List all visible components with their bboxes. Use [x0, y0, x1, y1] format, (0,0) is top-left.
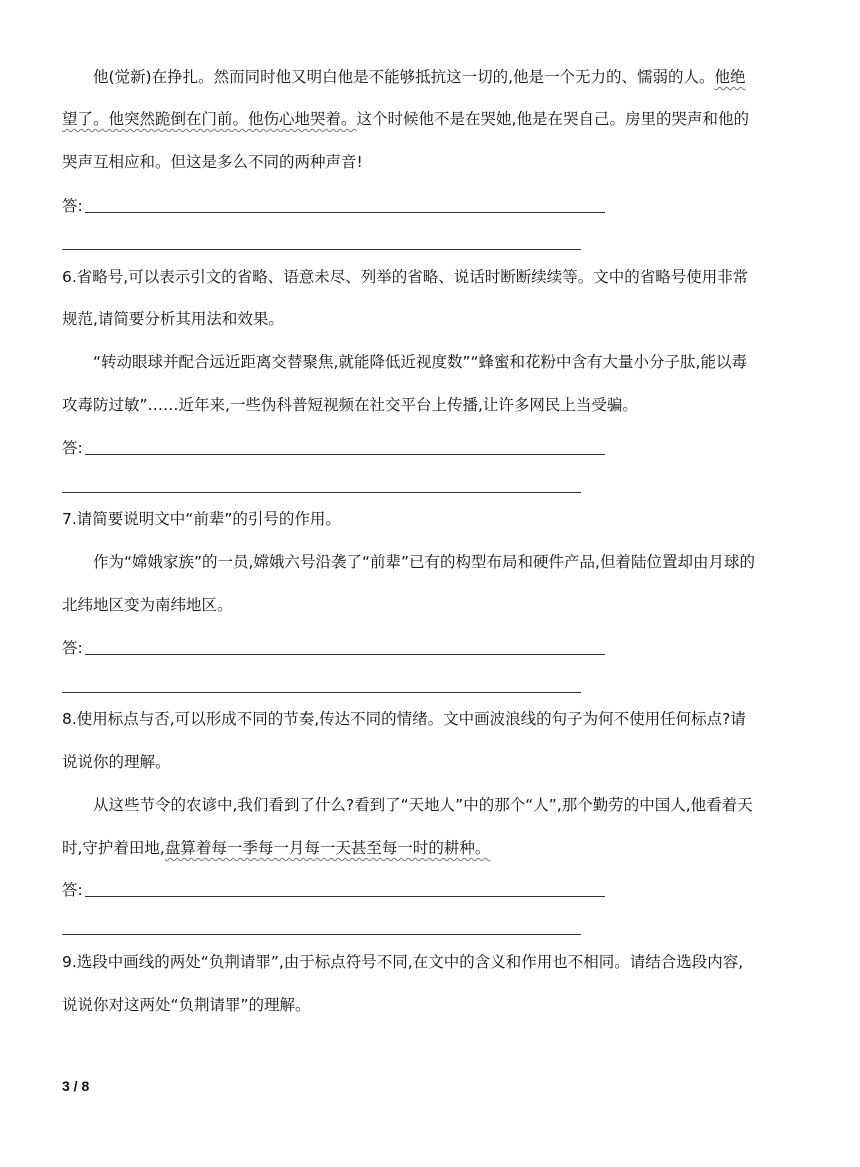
answer-label: 答: — [62, 439, 83, 457]
answer-label: 答: — [62, 639, 83, 657]
passage-line — [93, 67, 746, 87]
answer-line — [85, 895, 605, 897]
answer-area — [62, 880, 605, 900]
question-9-text: 9.选段中画线的两处“负荆请罪”,由于标点符号不同,在文中的含义和作用也不相同。请结合选段内容, — [62, 953, 744, 971]
passage-line: 作为“嫦娥家族”的一员,嫦娥六号沿袭了“前辈”已有的构型布局和硬件产品,但着陆位置却由月球的 — [93, 553, 755, 571]
wavy-underlined-text: 盘算着每一季每一月每一天甚至每一时的耕种。 — [164, 839, 491, 857]
answer-label: 答: — [62, 881, 83, 899]
answer-area — [62, 196, 605, 216]
answer-line — [62, 249, 581, 250]
answer-area — [62, 638, 605, 658]
answer-area — [62, 438, 605, 458]
question-6-text: 6.省略号,可以表示引文的省略、语意未尽、列举的省略、说话时断断续续等。文中的省略号使用非常 — [62, 268, 749, 286]
passage-text: 他(觉新)在挣扎。然而同时他又明白他是不能够抵抗这一切的,他是一个无力的、懦弱的人。 — [93, 68, 715, 86]
question-8-text: 说说你的理解。 — [62, 753, 171, 771]
answer-line — [85, 453, 605, 455]
page-number: 3 / 8 — [62, 1078, 90, 1094]
passage-line: 北纬地区变为南纬地区。 — [62, 596, 233, 614]
answer-line — [85, 653, 605, 655]
answer-label: 答: — [62, 197, 83, 215]
answer-line — [85, 211, 605, 213]
question-7-text: 7.请简要说明文中“前辈”的引号的作用。 — [62, 510, 341, 528]
wavy-underlined-text: 他绝 — [714, 68, 746, 86]
passage-line: “转动眼球并配合远近距离交替聚焦,就能降低近视度数”“蜂蜜和花粉中含有大量小分子肽,能以毒 — [93, 353, 747, 371]
passage-line — [62, 838, 490, 858]
answer-line — [62, 492, 581, 493]
answer-line — [62, 692, 581, 693]
passage-text: 时,守护着田地, — [62, 839, 165, 857]
passage-line: 哭声互相应和。但这是多么不同的两种声音! — [62, 153, 363, 171]
question-8-text: 8.使用标点与否,可以形成不同的节奏,传达不同的情绪。文中画波浪线的句子为何不使用任何标点?请 — [62, 710, 746, 728]
passage-line — [62, 109, 749, 129]
passage-line: 攻毒防过敏”……近年来,一些伪科普短视频在社交平台上传播,让许多网民上当受骗。 — [62, 396, 638, 414]
wavy-underlined-text: 望了。他突然跪倒在门前。他伤心地哭着。 — [62, 110, 357, 128]
question-9-text: 说说你对这两处“负荆请罪”的理解。 — [62, 996, 311, 1014]
answer-line — [62, 934, 581, 935]
passage-text: 这个时候他不是在哭她,他是在哭自己。房里的哭声和他的 — [356, 110, 749, 128]
passage-line: 从这些节令的农谚中,我们看到了什么?看到了“天地人”中的那个“人”,那个勤劳的中国人,他看着天 — [93, 796, 753, 814]
question-6-text: 规范,请简要分析其用法和效果。 — [62, 310, 284, 328]
